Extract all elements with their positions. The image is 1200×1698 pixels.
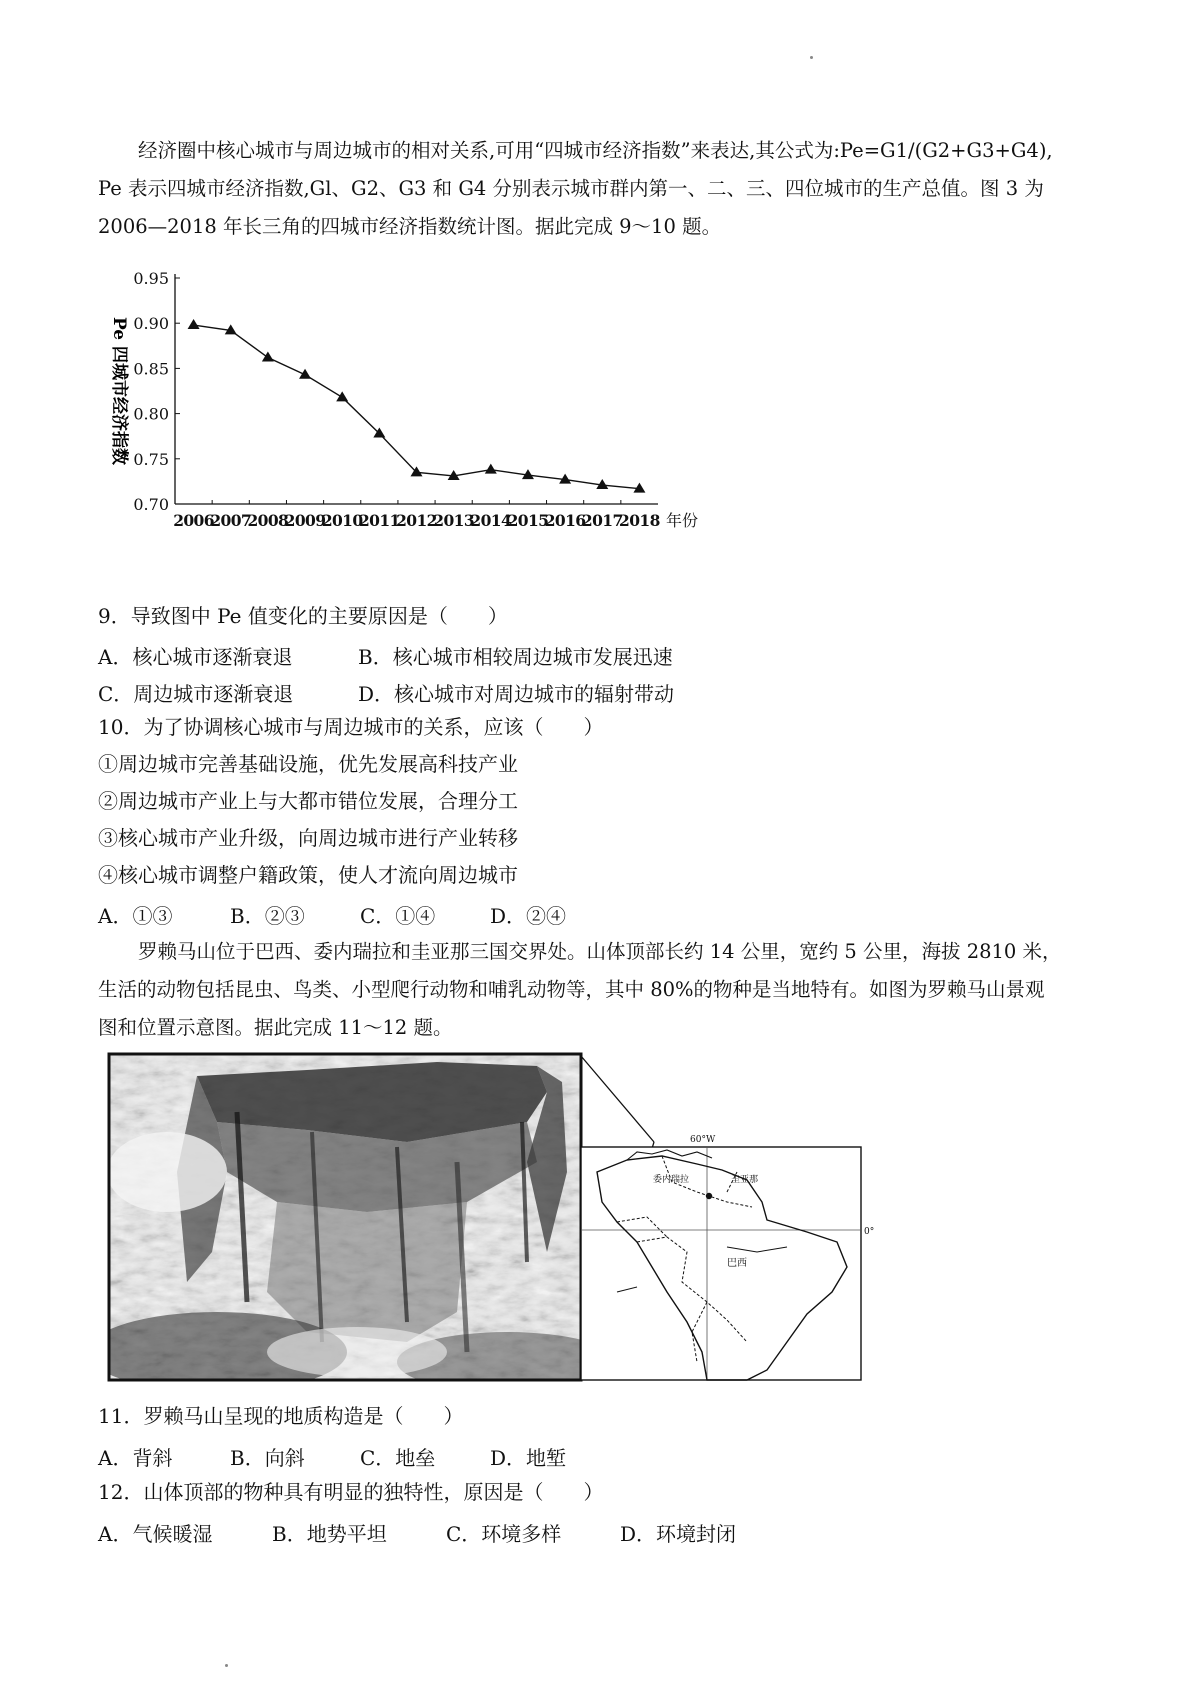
q11-option-a[interactable]: A．背斜: [98, 1446, 173, 1470]
x-tick-label: 2007: [210, 511, 252, 530]
chart-ticks: [133, 269, 698, 530]
intro-paragraph-2: [98, 933, 1108, 1047]
pe-line-chart: [98, 262, 778, 582]
q9-option-a[interactable]: A．核心城市逐渐衰退: [98, 645, 293, 669]
map-frame: [581, 1147, 861, 1380]
connector-line: [581, 1056, 654, 1142]
q11-option-d[interactable]: D．地堑: [490, 1446, 567, 1470]
question-10-stem: 10．为了协调核心城市与周边城市的关系，应该（ ）: [98, 715, 604, 739]
question-9-stem: 9．导致图中 Pe 值变化的主要原因是（ ）: [98, 604, 508, 628]
x-tick-label: 2013: [433, 511, 475, 530]
x-tick-label: 2014: [470, 511, 512, 530]
intro-line: 生活的动物包括昆虫、鸟类、小型爬行动物和哺乳动物等，其中 80%的物种是当地特有。如图为罗赖马山景观: [98, 978, 1045, 1001]
data-point-marker: [262, 352, 274, 362]
scan-speck: [810, 56, 813, 59]
intro-line: 经济圈中核心城市与周边城市的相对关系,可用“四城市经济指数”来表达,其公式为:Pe=G1/(G2+G3+G4),: [138, 139, 1053, 162]
map-lat-label: 0°: [864, 1227, 875, 1237]
q12-option-a[interactable]: A．气候暖湿: [98, 1522, 213, 1546]
x-tick-label: 2015: [507, 511, 549, 530]
y-tick-label: 0.70: [133, 495, 169, 514]
roraima-landscape-photo: [107, 1052, 617, 1392]
q9-option-d[interactable]: D．核心城市对周边城市的辐射带动: [358, 682, 675, 706]
location-map: [581, 1135, 874, 1380]
scan-speck: [225, 1664, 228, 1667]
x-tick-label: 2010: [321, 511, 363, 530]
x-tick-label: 2018: [619, 511, 660, 530]
chart-y-axis-label: Pe 四城市经济指数: [109, 316, 129, 466]
x-tick-label: 2016: [544, 511, 586, 530]
intro-line: 罗赖马山位于巴西、委内瑞拉和圭亚那三国交界处。山体顶部长约 14 公里，宽约 5 公里，海拔 2810 米，: [138, 940, 1062, 963]
y-tick-label: 0.80: [133, 404, 169, 424]
q10-option-c[interactable]: C．①④: [360, 904, 436, 928]
chart-series: [188, 319, 646, 493]
y-tick-label: 0.75: [133, 449, 169, 469]
q10-item-4: ④核心城市调整户籍政策，使人才流向周边城市: [98, 863, 518, 887]
intro-line: Pe 表示四城市经济指数,Gl、G2、G3 和 G4 分别表示城市群内第一、二、三、四位城市的生产总值。图 3 为: [98, 177, 1044, 200]
map-label-brazil: 巴西: [727, 1258, 747, 1269]
y-tick-label: 0.95: [133, 269, 169, 288]
x-tick-label: 2011: [358, 511, 400, 530]
data-point-marker: [336, 391, 348, 401]
q9-option-c[interactable]: C．周边城市逐渐衰退: [98, 682, 294, 706]
q11-option-b[interactable]: B．向斜: [230, 1446, 305, 1470]
q11-option-c[interactable]: C．地垒: [360, 1446, 436, 1470]
roraima-figure: [107, 1052, 887, 1392]
q10-item-3: ③核心城市产业升级，向周边城市进行产业转移: [98, 826, 518, 850]
x-tick-label: 2009: [284, 511, 326, 530]
x-tick-label: 2012: [396, 511, 437, 530]
intro-line: 图和位置示意图。据此完成 11～12 题。: [98, 1016, 453, 1039]
q9-option-b[interactable]: B．核心城市相较周边城市发展迅速: [358, 645, 673, 669]
q10-option-b[interactable]: B．②③: [230, 904, 305, 928]
intro-line: 2006—2018 年长三角的四城市经济指数统计图。据此完成 9～10 题。: [98, 215, 722, 238]
question-11-stem: 11．罗赖马山呈现的地质构造是（ ）: [98, 1404, 464, 1428]
q12-option-d[interactable]: D．环境封闭: [620, 1522, 737, 1546]
map-label-venezuela: 委内瑞拉: [653, 1175, 690, 1185]
roraima-location-marker: [706, 1193, 712, 1199]
q10-item-1: ①周边城市完善基础设施，优先发展高科技产业: [98, 752, 518, 776]
x-tick-label: 2006: [173, 511, 214, 530]
x-tick-label: 2008: [247, 511, 289, 530]
q12-option-b[interactable]: B．地势平坦: [272, 1522, 387, 1546]
data-point-marker: [188, 319, 200, 329]
q10-item-2: ②周边城市产业上与大都市错位发展，合理分工: [98, 789, 518, 813]
x-tick-label: 2017: [581, 511, 623, 530]
map-label-guyana: 圭亚那: [731, 1175, 759, 1185]
data-point-marker: [485, 464, 497, 474]
intro-paragraph-1: [98, 132, 1108, 246]
chart-x-axis-label: 年份: [666, 511, 699, 530]
y-tick-label: 0.85: [133, 359, 169, 379]
y-tick-label: 0.90: [133, 314, 169, 334]
data-point-marker: [299, 369, 311, 379]
question-12-stem: 12．山体顶部的物种具有明显的独特性，原因是（ ）: [98, 1480, 604, 1504]
q10-option-a[interactable]: A．①③: [98, 904, 173, 928]
q12-option-c[interactable]: C．环境多样: [446, 1522, 562, 1546]
map-lon-label: 60°W: [690, 1135, 716, 1145]
series-line: [194, 325, 640, 489]
q10-option-d[interactable]: D．②④: [490, 904, 567, 928]
